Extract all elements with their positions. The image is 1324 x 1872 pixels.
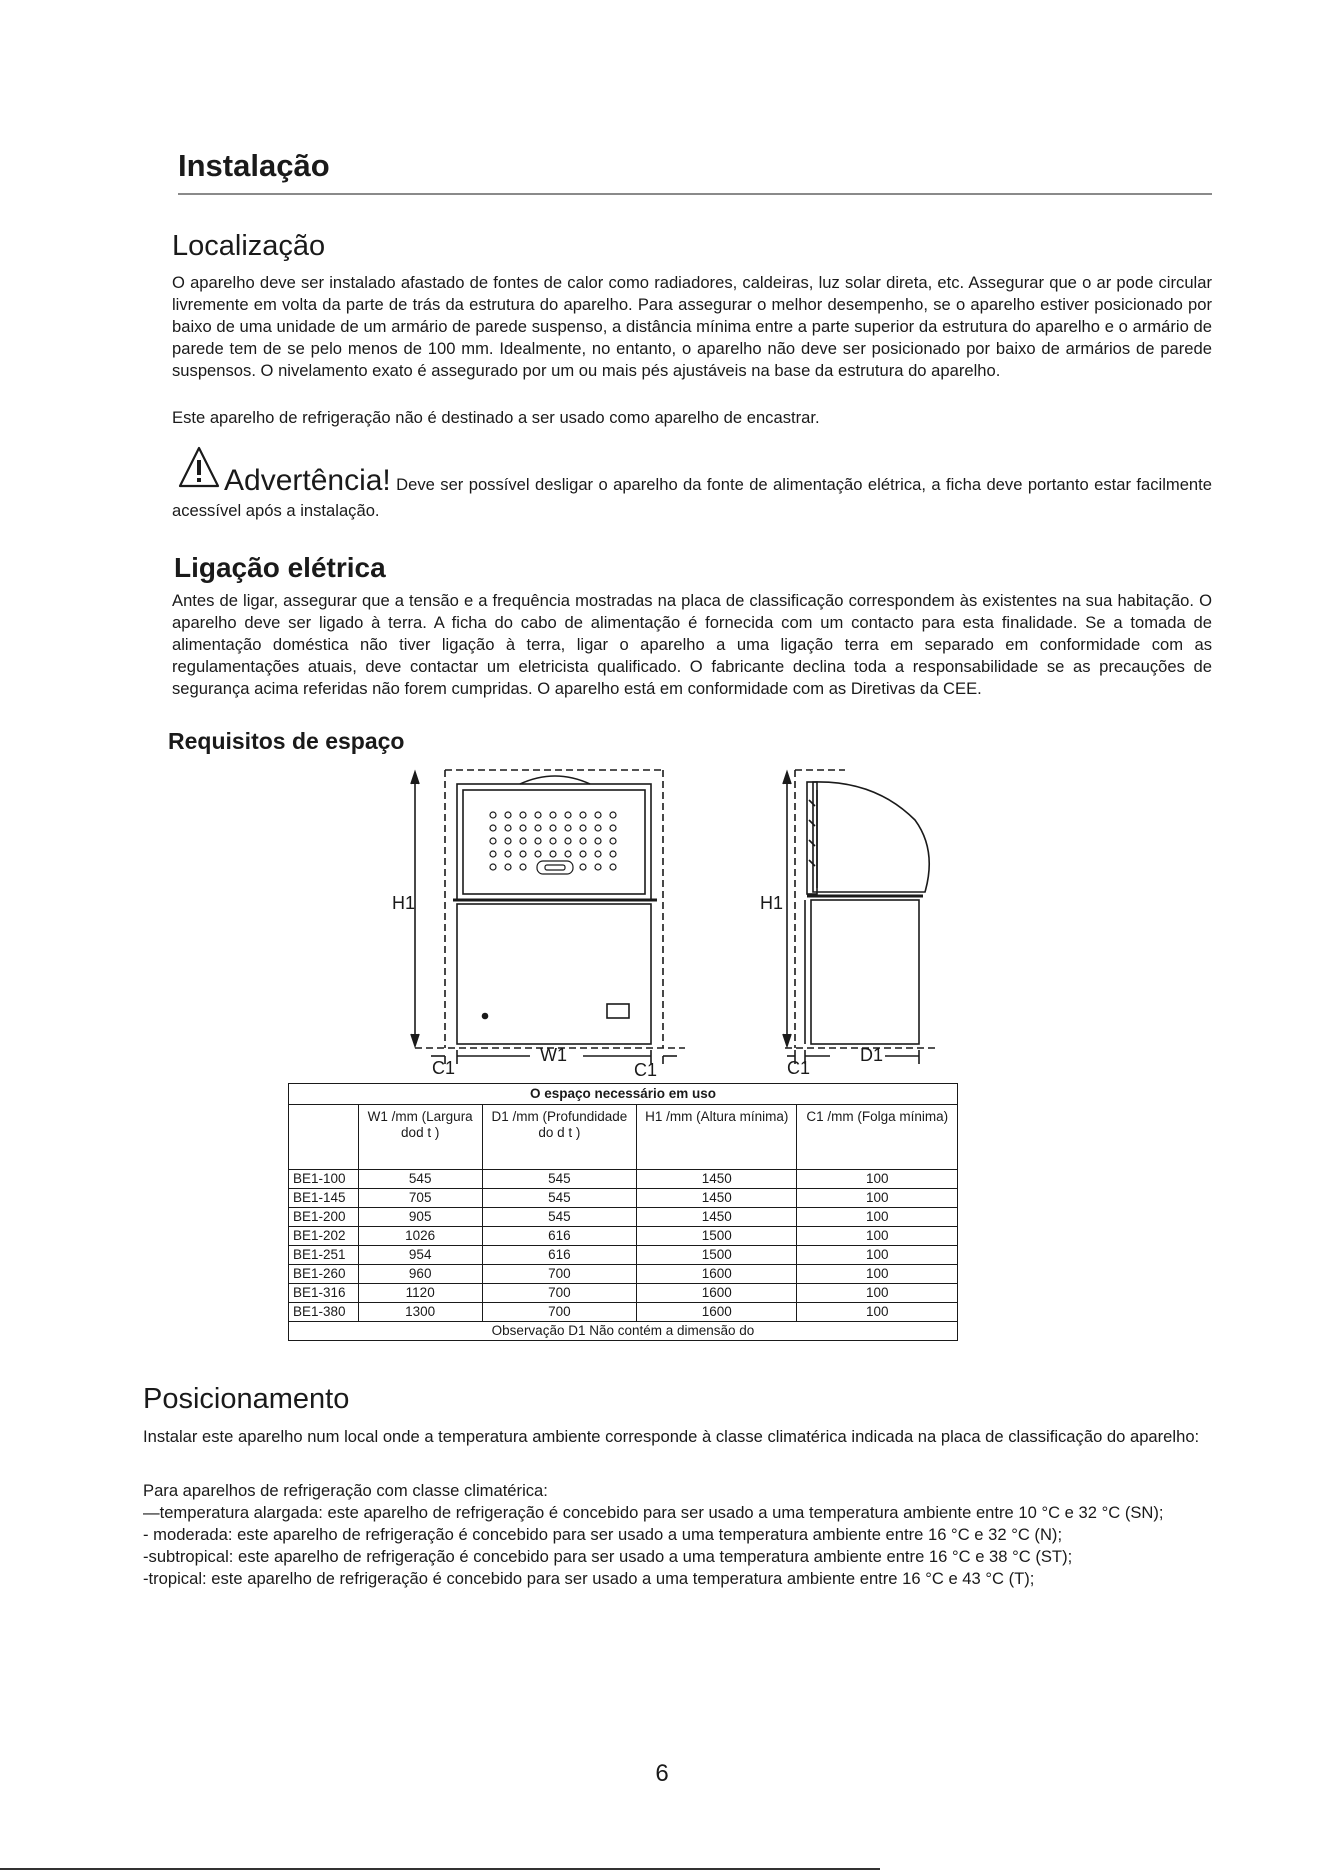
climate-class-list [143,1502,1203,1590]
table-header-w1: W1 /mm (Largura dod t ) [358,1105,482,1170]
front-c1-right-label: C1 [634,1060,658,1080]
table-row [289,1170,958,1189]
h1-cell: 1600 [637,1284,797,1303]
c1-cell: 100 [797,1170,958,1189]
h1-cell: 1450 [637,1208,797,1227]
page-number: 6 [655,1760,669,1787]
localizacao-paragraph: O aparelho deve ser instalado afastado de fontes de calor como radiadores, caldeiras, luz solar direta, etc. Assegurar que o ar pode circular livremente em volta da parte de trás da estrutura do aparelho. Para assegurar o melhor desempenho, se o aparelho estiver posicionado por baixo de uma unidade de um armário de parede suspenso, a distância mínima entre a parte superior da estrutura do aparelho e o armário de parede tem de se pelo menos de 100 mm. Idealmente, no entanto, o aparelho não deve ser posicionado por baixo de armários de parede suspensos. O nivelamento exato é assegurado por um ou mais pés ajustáveis na base da estrutura do aparelho. [172,273,1212,380]
posicionamento-paragraph: Instalar este aparelho num local onde a temperatura ambiente corresponde à classe climatérica indicada na placa de classificação do aparelho: [143,1427,1200,1446]
model-cell: BE1-251 [289,1246,359,1265]
model-cell: BE1-380 [289,1303,359,1322]
model-cell: BE1-100 [289,1170,359,1189]
c1-cell: 100 [797,1284,958,1303]
table-header-d1: D1 /mm (Profundidade do d t ) [482,1105,636,1170]
w1-cell: 1026 [358,1227,482,1246]
table-header-h1: H1 /mm (Altura mínima) [637,1105,797,1170]
h1-cell: 1500 [637,1246,797,1265]
ligacao-heading: Ligação elétrica [174,552,386,583]
encastrar-paragraph: Este aparelho de refrigeração não é destinado a ser usado como aparelho de encastrar. [172,408,820,427]
front-view-diagram [395,760,685,1090]
table-row [289,1227,958,1246]
model-cell: BE1-260 [289,1265,359,1284]
requisitos-heading: Requisitos de espaço [168,728,405,754]
side-d1-label: D1 [860,1045,884,1065]
warning-text: Deve ser possível desligar o aparelho da fonte de alimentação elétrica, a ficha deve portanto estar facilmente acessível após a instalação. [172,475,1212,520]
w1-cell: 954 [358,1246,482,1265]
h1-cell: 1500 [637,1227,797,1246]
w1-cell: 1300 [358,1303,482,1322]
c1-cell: 100 [797,1208,958,1227]
d1-cell: 616 [482,1246,636,1265]
warning-title: Advertência! [224,464,391,497]
w1-cell: 705 [358,1189,482,1208]
h1-cell: 1600 [637,1265,797,1284]
w1-cell: 1120 [358,1284,482,1303]
w1-cell: 545 [358,1170,482,1189]
table-note: Observação D1 Não contém a dimensão do [289,1322,958,1341]
h1-cell: 1600 [637,1303,797,1322]
front-h1-label: H1 [392,893,416,913]
h1-cell: 1450 [637,1170,797,1189]
c1-cell: 100 [797,1246,958,1265]
c1-cell: 100 [797,1265,958,1284]
w1-cell: 960 [358,1265,482,1284]
table-row [289,1208,958,1227]
table-row [289,1246,958,1265]
front-c1-left-label: C1 [432,1058,456,1078]
table-row [289,1265,958,1284]
model-cell: BE1-145 [289,1189,359,1208]
table-header-c1: C1 /mm (Folga mínima) [797,1105,958,1170]
d1-cell: 616 [482,1227,636,1246]
d1-cell: 545 [482,1189,636,1208]
model-cell: BE1-316 [289,1284,359,1303]
warning-paragraph [172,464,1212,524]
side-h1-label: H1 [760,893,784,913]
h1-cell: 1450 [637,1189,797,1208]
front-w1-label: W1 [540,1045,567,1065]
c1-cell: 100 [797,1303,958,1322]
c1-cell: 100 [797,1189,958,1208]
footer-line [0,1868,880,1870]
table-row [289,1303,958,1322]
localizacao-heading: Localização [172,230,326,262]
d1-cell: 700 [482,1303,636,1322]
model-cell: BE1-200 [289,1208,359,1227]
table-title: O espaço necessário em uso [289,1084,958,1105]
w1-cell: 905 [358,1208,482,1227]
climate-class-item: -subtropical: este aparelho de refrigeração é concebido para ser usado a uma temperatura ambiente entre 16 °C e 38 °C (ST); [143,1547,1073,1566]
space-requirements-table [288,1083,958,1341]
climate-class-intro: Para aparelhos de refrigeração com classe climatérica: [143,1481,548,1500]
table-row [289,1284,958,1303]
page-title: Instalação [178,148,330,183]
climate-class-item: - moderada: este aparelho de refrigeração é concebido para ser usado a uma temperatura ambiente entre 16 °C e 32 °C (N); [143,1525,1063,1544]
table-header-model [289,1105,359,1170]
model-cell: BE1-202 [289,1227,359,1246]
posicionamento-heading: Posicionamento [143,1383,350,1415]
side-c1-label: C1 [787,1058,811,1078]
ligacao-paragraph: Antes de ligar, assegurar que a tensão e a frequência mostradas na placa de classificação correspondem às existentes na sua habitação. O aparelho deve ser ligado à terra. A ficha do cabo de alimentação é fornecida com um contacto para esta finalidade. Se a tomada de alimentação doméstica não tiver ligação à terra, ligar o aparelho a uma ligação terra em separado em conformidade com as regulamentações atuais, deve contactar um eletricista qualificado. O fabricante declina toda a responsabilidade se as precauções de segurança acima referidas não forem cumpridas. O aparelho está em conformidade com as Diretivas da CEE. [172,591,1212,698]
side-view-diagram [765,760,945,1090]
climate-class-item: —temperatura alargada: este aparelho de refrigeração é concebido para ser usado a uma temperatura ambiente entre 10 °C e 32 °C (SN); [143,1503,1164,1522]
d1-cell: 545 [482,1208,636,1227]
d1-cell: 545 [482,1170,636,1189]
title-divider [178,193,1212,195]
table-row [289,1189,958,1208]
d1-cell: 700 [482,1265,636,1284]
climate-class-item: -tropical: este aparelho de refrigeração é concebido para ser usado a uma temperatura ambiente entre 16 °C e 43 °C (T); [143,1569,1035,1588]
d1-cell: 700 [482,1284,636,1303]
c1-cell: 100 [797,1227,958,1246]
